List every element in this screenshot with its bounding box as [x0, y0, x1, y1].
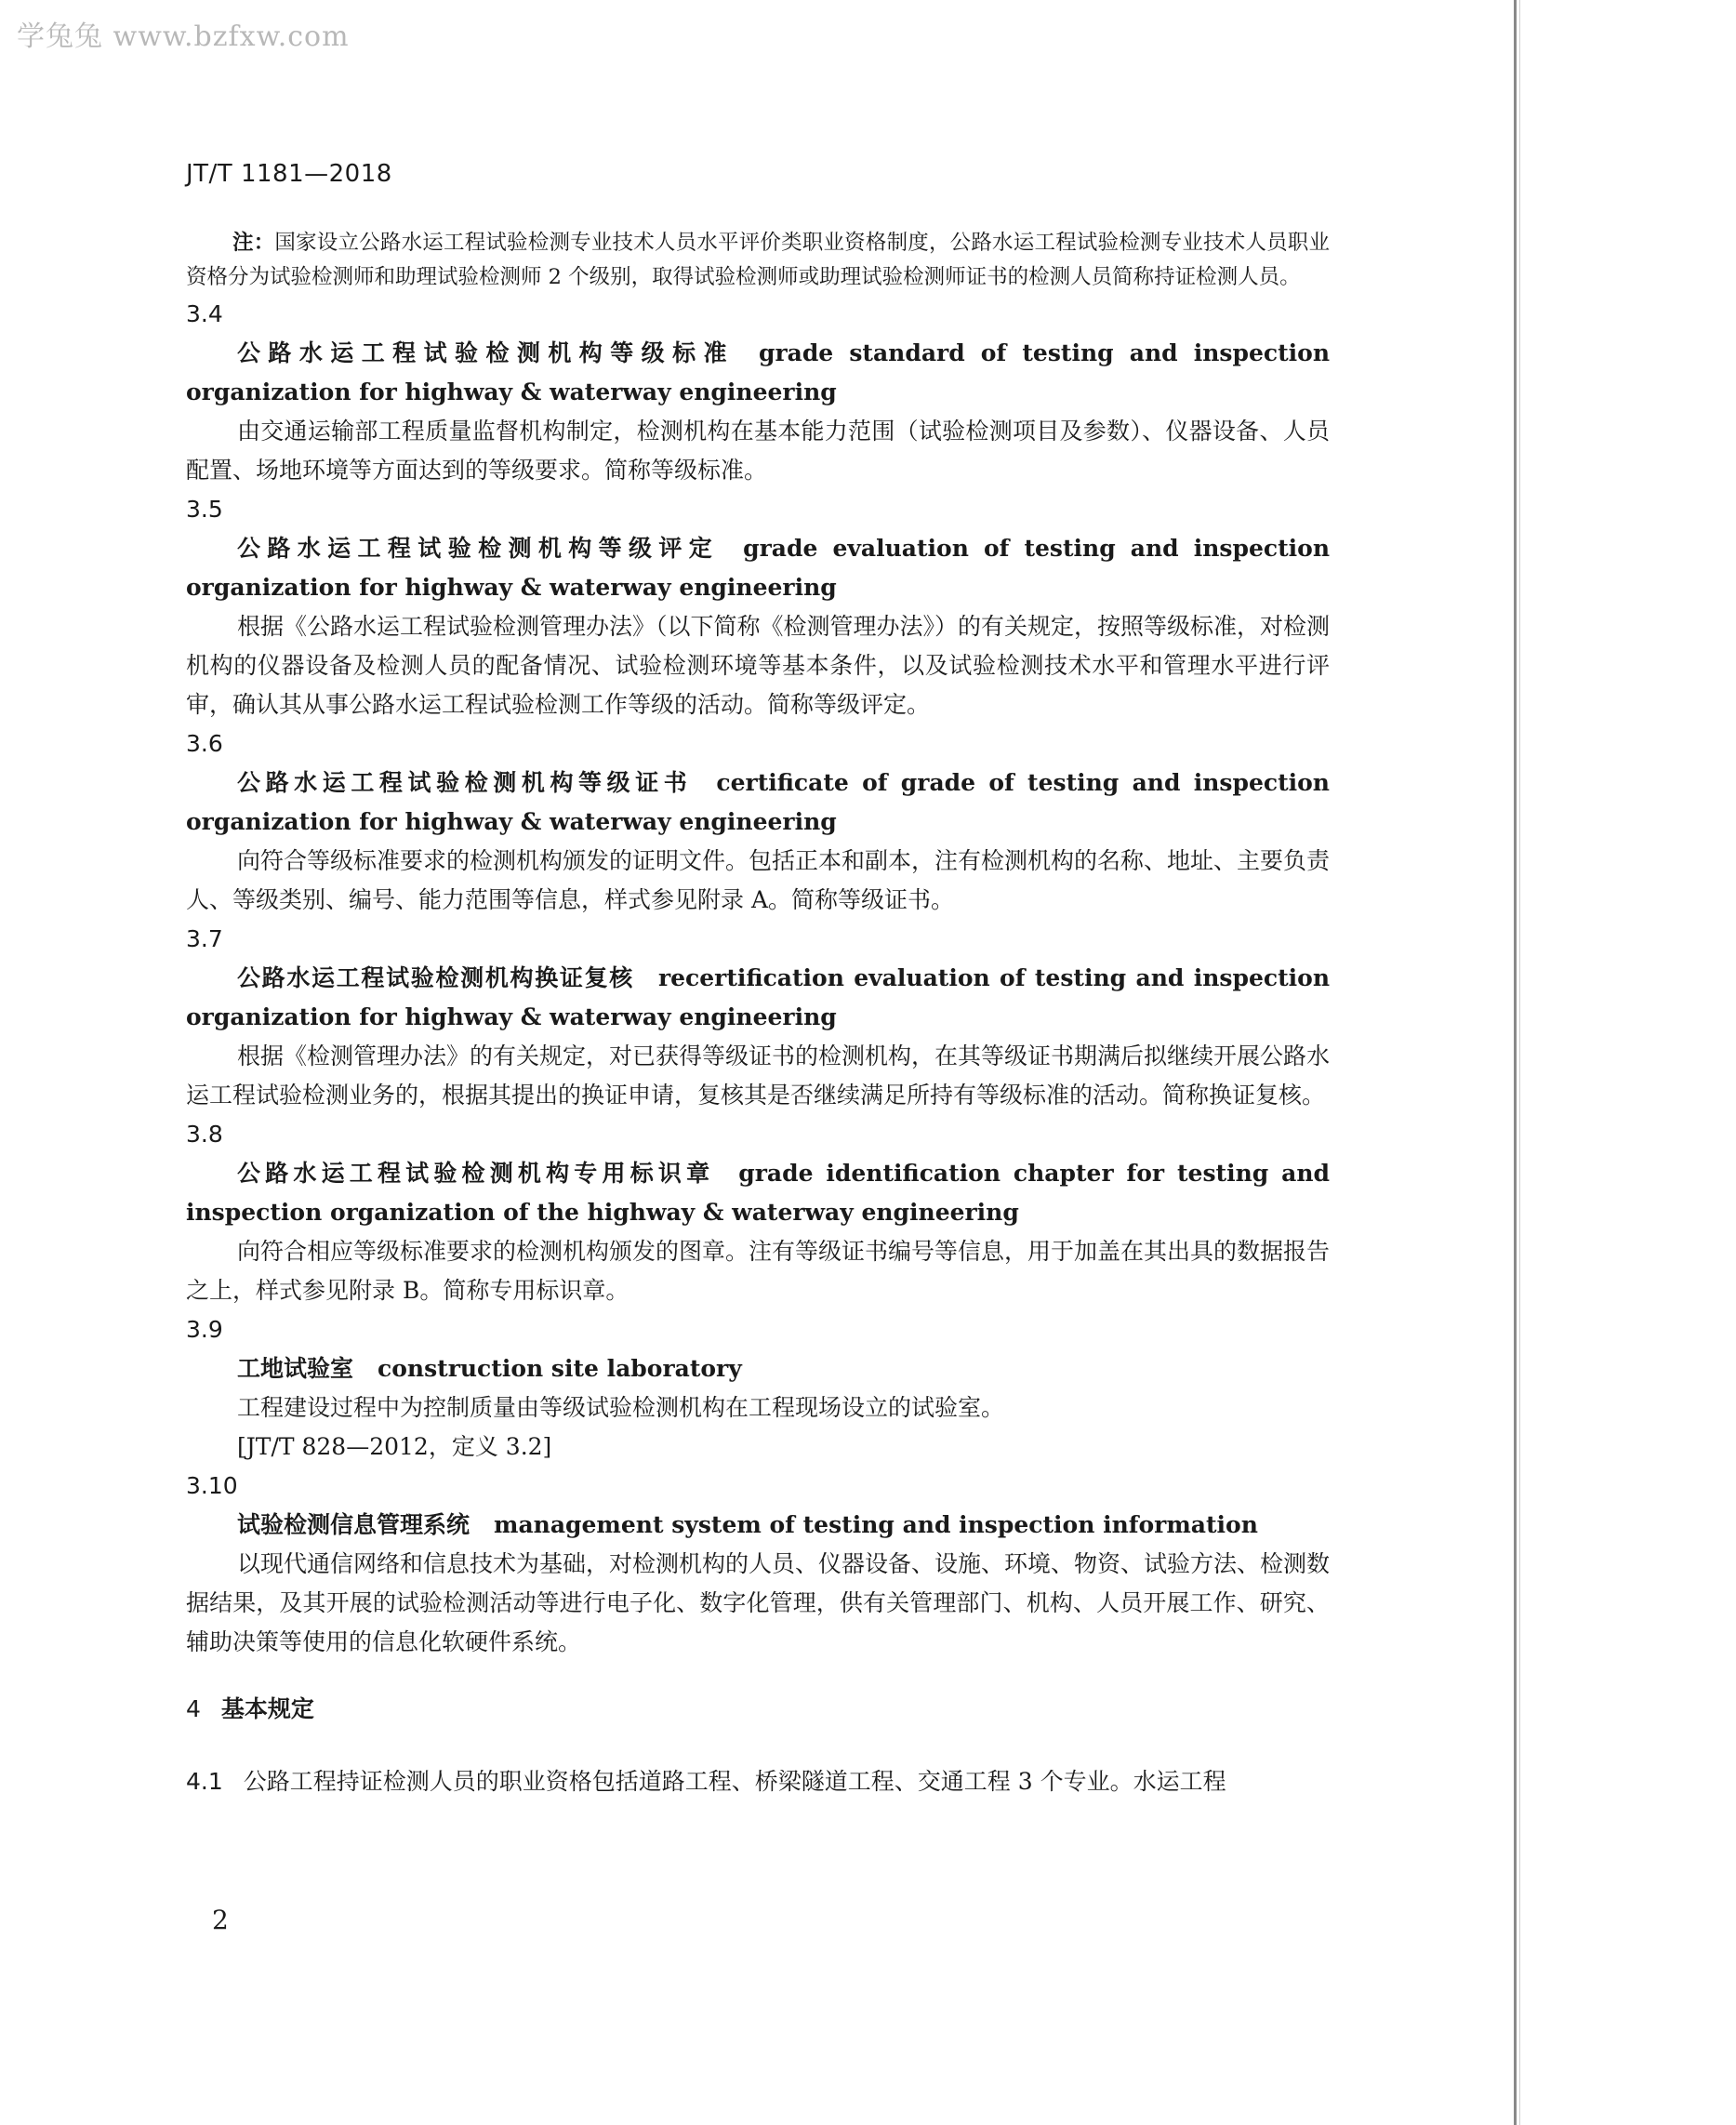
term-zh: 试验检测信息管理系统 [237, 1511, 470, 1538]
term-definition: 根据《公路水运工程试验检测管理办法》（以下简称《检测管理办法》）的有关规定，按照等级标准，对检测机构的仪器设备及检测人员的配备情况、试验检测环境等基本条件，以及试验检测技术水平和管理水平进行评审，确认其从事公路水运工程试验检测工作等级的活动。简称等级评定。 [186, 613, 1331, 718]
note-label: 注： [232, 231, 275, 255]
term-number: 3.8 [186, 1121, 223, 1148]
section-title: 基本规定 [220, 1695, 314, 1722]
term-number: 3.4 [186, 300, 223, 327]
page-number: 2 [212, 1905, 229, 1935]
page-edge-shadow [1519, 0, 1520, 2125]
document-body [186, 226, 1330, 1801]
term-en: construction site laboratory [378, 1355, 742, 1382]
term-definition: 向符合相应等级标准要求的检测机构颁发的图章。注有等级证书编号等信息，用于加盖在其出具的数据报告之上，样式参见附录 B。简称专用标识章。 [186, 1238, 1331, 1304]
term-definition: 根据《检测管理办法》的有关规定，对已获得等级证书的检测机构，在其等级证书期满后拟继续开展公路水运工程试验检测业务的，根据其提出的换证申请，复核其是否继续满足所持有等级标准的活动。简称换证复核。 [186, 1043, 1331, 1109]
document-code: JT/T 1181—2018 [186, 160, 392, 188]
term-heading [186, 1349, 1330, 1388]
term-number: 3.9 [186, 1316, 223, 1343]
term-en: grade standard of testing and inspection organization for highway & waterway engineering [186, 339, 1330, 405]
term-zh: 公路水运工程试验检测机构等级标准 [237, 339, 735, 366]
term-zh: 公路水运工程试验检测机构专用标识章 [237, 1160, 715, 1187]
term-number: 3.7 [186, 925, 223, 952]
clause-text: 公路工程持证检测人员的职业资格包括道路工程、桥梁隧道工程、交通工程 3 个专业。水运工程 [243, 1768, 1226, 1795]
term-en: recertification evaluation of testing and inspection organization for highway & waterway engineering [186, 964, 1330, 1030]
term-heading [186, 1154, 1330, 1232]
term-heading [186, 959, 1330, 1037]
watermark: 学兔兔 www.bzfxw.com [17, 20, 350, 53]
term-en: grade identification chapter for testing and inspection organization of the highway & waterway engineering [186, 1160, 1330, 1226]
clause-number: 4.1 [186, 1768, 223, 1795]
note-paragraph [186, 226, 1330, 295]
term-definition: 工程建设过程中为控制质量由等级试验检测机构在工程现场设立的试验室。 [237, 1394, 1005, 1421]
term-definition: 由交通运输部工程质量监督机构制定，检测机构在基本能力范围（试验检测项目及参数）、仪器设备、人员配置、场地环境等方面达到的等级要求。简称等级标准。 [186, 418, 1330, 484]
term-number: 3.10 [186, 1472, 238, 1499]
term-zh: 公路水运工程试验检测机构等级评定 [237, 535, 720, 562]
term-number: 3.5 [186, 496, 223, 523]
term-zh: 工地试验室 [237, 1355, 354, 1382]
term-definition: 向符合等级标准要求的检测机构颁发的证明文件。包括正本和副本，注有检测机构的名称、地址、主要负责人、等级类别、编号、能力范围等信息，样式参见附录 A。简称等级证书。 [186, 847, 1331, 913]
term-heading [186, 764, 1330, 842]
term-reference: [JT/T 828—2012，定义 3.2] [237, 1433, 552, 1460]
clause-4-1 [186, 1762, 1330, 1801]
section-heading [186, 1690, 1330, 1729]
section-number: 4 [186, 1695, 201, 1722]
term-heading [186, 1506, 1330, 1545]
term-definition: 以现代通信网络和信息技术为基础，对检测机构的人员、仪器设备、设施、环境、物资、试验方法、检测数据结果，及其开展的试验检测活动等进行电子化、数字化管理，供有关管理部门、机构、人员开展工作、研究、辅助决策等使用的信息化软硬件系统。 [186, 1550, 1331, 1655]
term-heading [186, 529, 1330, 607]
terms-list [186, 295, 1330, 1662]
note-text: 国家设立公路水运工程试验检测专业技术人员水平评价类职业资格制度，公路水运工程试验检测专业技术人员职业资格分为试验检测师和助理试验检测师 2 个级别，取得试验检测师或助理试验检测师证书的检测人员简称持证检测人员。 [186, 231, 1330, 289]
page-edge [1514, 0, 1517, 2125]
term-heading [186, 334, 1330, 412]
term-en: grade evaluation of testing and inspection organization for highway & waterway engineering [186, 535, 1330, 601]
term-zh: 公路水运工程试验检测机构等级证书 [237, 769, 693, 796]
term-number: 3.6 [186, 730, 223, 757]
term-zh: 公路水运工程试验检测机构换证复核 [237, 964, 634, 991]
term-en: management system of testing and inspection information [494, 1511, 1258, 1538]
term-en: certificate of grade of testing and inspection organization for highway & waterway engineering [186, 769, 1330, 835]
